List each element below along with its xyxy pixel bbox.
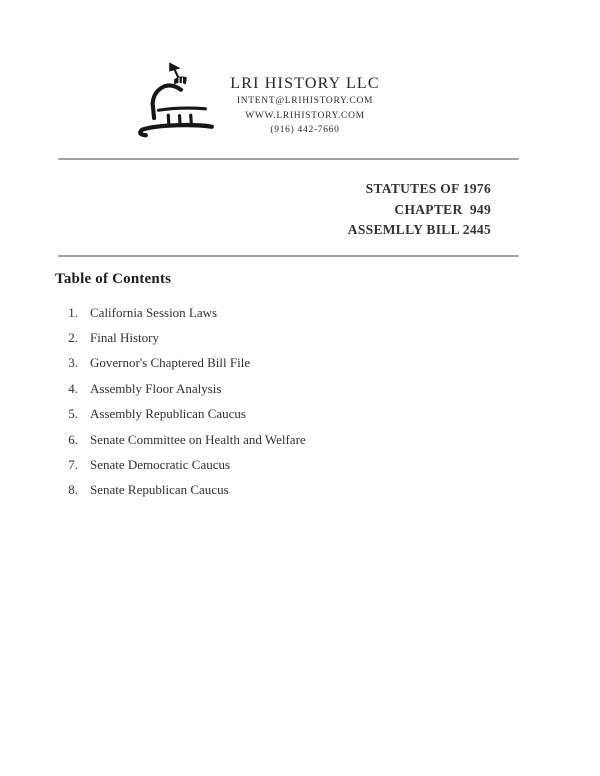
toc-item-number: 4. bbox=[68, 380, 78, 396]
company-email: INTENT@LRIHISTORY.COM bbox=[236, 96, 374, 106]
toc-heading: Table of Contents bbox=[55, 271, 172, 287]
company-website: WWW.LRIHISTORY.COM bbox=[245, 110, 365, 121]
toc-item-number: 8. bbox=[68, 482, 78, 498]
toc-item-label: Final History bbox=[90, 330, 159, 346]
toc-item-label: California Session Laws bbox=[90, 304, 218, 320]
toc-list bbox=[55, 300, 306, 503]
toc-item-number: 7. bbox=[68, 457, 78, 473]
chapter-line: CHAPTER 949 bbox=[394, 201, 491, 217]
toc-item-number: 1. bbox=[68, 304, 78, 320]
toc-item bbox=[55, 402, 306, 427]
divider-top bbox=[58, 158, 519, 160]
bill-line: ASSEMLLY BILL 2445 bbox=[347, 222, 491, 238]
statutes-line: STATUTES OF 1976 bbox=[365, 181, 491, 196]
toc-item bbox=[55, 452, 306, 477]
toc-item bbox=[55, 300, 306, 325]
toc-item bbox=[55, 478, 306, 503]
toc-item-label: Assembly Floor Analysis bbox=[90, 380, 222, 396]
toc-item-number: 5. bbox=[68, 406, 78, 422]
divider-bottom bbox=[58, 255, 519, 257]
toc-item-label: Governor's Chaptered Bill File bbox=[90, 355, 251, 371]
company-name: LRI HISTORY LLC bbox=[230, 75, 380, 92]
toc-item-label: Senate Democratic Caucus bbox=[90, 457, 231, 473]
toc-item bbox=[55, 325, 306, 350]
toc-item-number: 6. bbox=[68, 431, 78, 447]
toc-item-label: Assembly Republican Caucus bbox=[90, 406, 246, 422]
toc-item-label: Senate Republican Caucus bbox=[90, 482, 229, 498]
letterhead bbox=[205, 73, 405, 138]
toc-item-label: Senate Committee on Health and Welfare bbox=[90, 431, 306, 447]
toc-item-number: 3. bbox=[68, 355, 78, 371]
toc-item-number: 2. bbox=[68, 330, 78, 346]
toc-item bbox=[55, 376, 306, 401]
toc-item bbox=[55, 351, 306, 376]
reference-block bbox=[348, 179, 491, 241]
company-phone: (916) 442-7660 bbox=[270, 125, 340, 135]
toc-item bbox=[55, 427, 306, 452]
